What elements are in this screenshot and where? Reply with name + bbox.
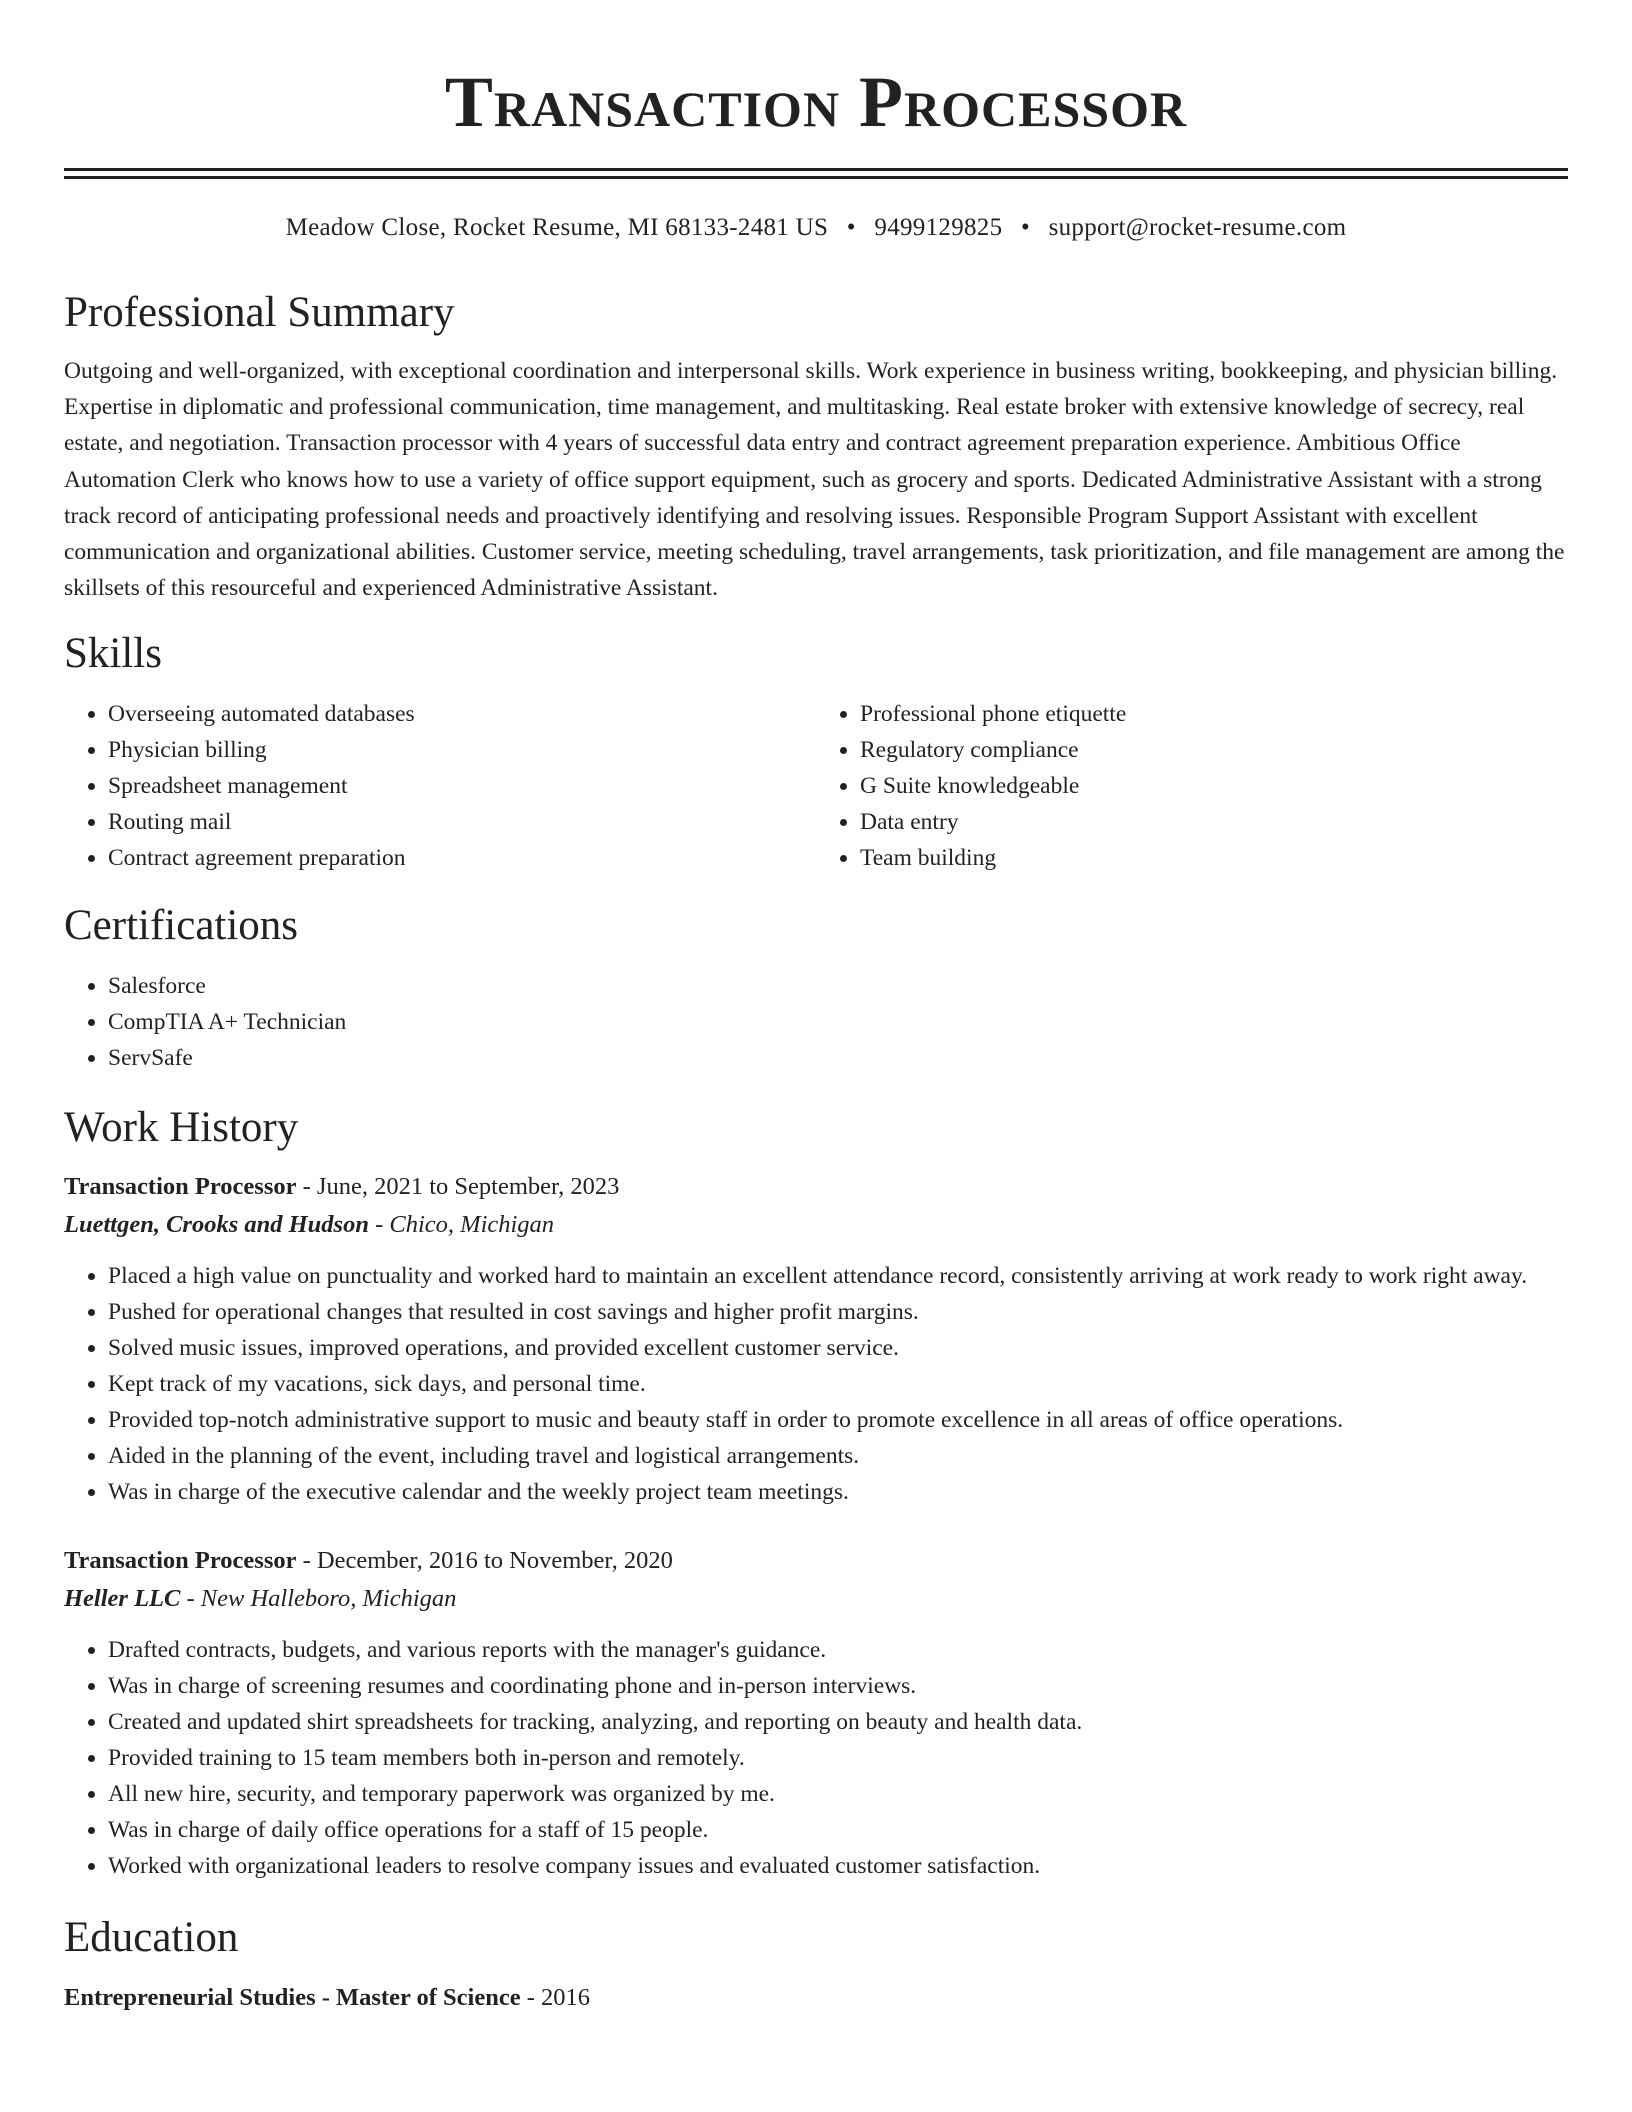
job-duties-list <box>64 1258 1568 1510</box>
job-duty: • All new hire, security, and temporary paperwork was organized by me. <box>108 1776 1568 1812</box>
contact-line <box>64 211 1568 245</box>
employer-line: Luettgen, Crooks and Hudson - Chico, Michigan <box>64 1211 555 1239</box>
employer-name: Heller LLC <box>64 1585 181 1613</box>
education-degree: Entrepreneurial Studies - Master of Science <box>64 1984 521 2012</box>
contact-email: support@rocket-resume.com <box>1048 214 1347 241</box>
work-history-heading: Work History <box>64 1104 299 1152</box>
header-rule-top <box>64 168 1568 171</box>
job-duty: • Was in charge of screening resumes and coordinating phone and in-person interviews. <box>108 1668 1568 1704</box>
candidate-name: Transaction Processor <box>444 62 1188 142</box>
skill-item: • Overseeing automated databases <box>108 696 816 732</box>
education-year: 2016 <box>541 1984 591 2012</box>
employer-name: Luettgen, Crooks and Hudson <box>64 1211 369 1239</box>
education-heading: Education <box>64 1914 239 1962</box>
skills-columns <box>64 696 1568 876</box>
summary-text: Outgoing and well-organized, with exceptional coordination and interpersonal skills. Work experience in business writing, bookkeeping, and physician billing. Expertise in diplomatic and professional communication, time management, and multitasking. Real estate broker with extensive knowledge of secrecy, real estate, and negotiation. Transaction processor with 4 years of successful data entry and contract agreement preparation experience. Ambitious Office Automation Clerk who knows how to use a variety of office support equipment, such as grocery and sports. Dedicated Administrative Assistant with a strong track record of anticipating professional needs and proactively identifying and resolving issues. Responsible Program Support Assistant with excellent communication and organizational abilities. Customer service, meeting scheduling, travel arrangements, task prioritization, and file management are among the skillsets of this resourceful and experienced Administrative Assistant. <box>64 358 1565 602</box>
job-title-line: Transaction Processor - June, 2021 to September, 2023 <box>64 1173 620 1201</box>
certification-item: • ServSafe <box>108 1040 1568 1076</box>
job-entry <box>64 1542 1568 1884</box>
certifications-list <box>64 968 1568 1076</box>
skill-item: • Routing mail <box>108 804 816 840</box>
skills-heading: Skills <box>64 630 162 678</box>
job-duty: • Kept track of my vacations, sick days, and personal time. <box>108 1366 1568 1402</box>
skill-item: • Data entry <box>860 804 1568 840</box>
contact-separator: • <box>846 214 856 241</box>
job-duty: • Solved music issues, improved operations, and provided excellent customer service. <box>108 1330 1568 1366</box>
job-title: Transaction Processor <box>64 1173 297 1201</box>
certification-item: • Salesforce <box>108 968 1568 1004</box>
certification-item: • CompTIA A+ Technician <box>108 1004 1568 1040</box>
contact-phone: 9499129825 <box>874 214 1003 241</box>
skill-item: • Physician billing <box>108 732 816 768</box>
job-title-line: Transaction Processor - December, 2016 to November, 2020 <box>64 1547 673 1575</box>
job-duty: • Created and updated shirt spreadsheets for tracking, analyzing, and reporting on beauty and health data. <box>108 1704 1568 1740</box>
contact-separator: • <box>1020 214 1031 241</box>
job-duty: • Provided training to 15 team members both in-person and remotely. <box>108 1740 1568 1776</box>
job-duty: • Provided top-notch administrative support to music and beauty staff in order to promote excellence in all areas of office operations. <box>108 1402 1568 1438</box>
skill-item: • Team building <box>860 840 1568 876</box>
job-duty: • Worked with organizational leaders to resolve company issues and evaluated customer satisfaction. <box>108 1848 1568 1884</box>
employer-location: Chico, Michigan <box>389 1211 555 1239</box>
header-rule-bottom <box>64 176 1568 179</box>
skill-item: • Regulatory compliance <box>860 732 1568 768</box>
job-duty: • Aided in the planning of the event, including travel and logistical arrangements. <box>108 1438 1568 1474</box>
summary-heading: Professional Summary <box>64 289 455 336</box>
education-entry: Entrepreneurial Studies - Master of Science - 2016 <box>64 1984 591 2012</box>
skill-item: • Spreadsheet management <box>108 768 816 804</box>
job-duty: • Was in charge of daily office operations for a staff of 15 people. <box>108 1812 1568 1848</box>
job-duty: • Drafted contracts, budgets, and various reports with the manager's guidance. <box>108 1632 1568 1668</box>
job-duty: • Was in charge of the executive calendar and the weekly project team meetings. <box>108 1474 1568 1510</box>
skills-list-left <box>64 696 816 876</box>
job-duty: • Pushed for operational changes that resulted in cost savings and higher profit margins. <box>108 1294 1568 1330</box>
job-duties-list <box>64 1632 1568 1884</box>
contact-address: Meadow Close, Rocket Resume, MI 68133-2481 US <box>285 214 829 241</box>
job-dates: June, 2021 to September, 2023 <box>316 1173 620 1201</box>
skills-list-right <box>816 696 1568 876</box>
job-entry <box>64 1168 1568 1510</box>
skill-item: • G Suite knowledgeable <box>860 768 1568 804</box>
job-title: Transaction Processor <box>64 1547 297 1575</box>
job-dates: December, 2016 to November, 2020 <box>316 1547 673 1575</box>
skill-item: • Contract agreement preparation <box>108 840 816 876</box>
header-double-rule <box>64 168 1568 179</box>
certifications-heading: Certifications <box>64 902 299 950</box>
employer-line: Heller LLC - New Halleboro, Michigan <box>64 1585 457 1613</box>
employer-location: New Halleboro, Michigan <box>200 1585 457 1613</box>
job-duty: • Placed a high value on punctuality and worked hard to maintain an excellent attendance record, consistently arriving at work ready to work right away. <box>108 1258 1568 1294</box>
skill-item: • Professional phone etiquette <box>860 696 1568 732</box>
